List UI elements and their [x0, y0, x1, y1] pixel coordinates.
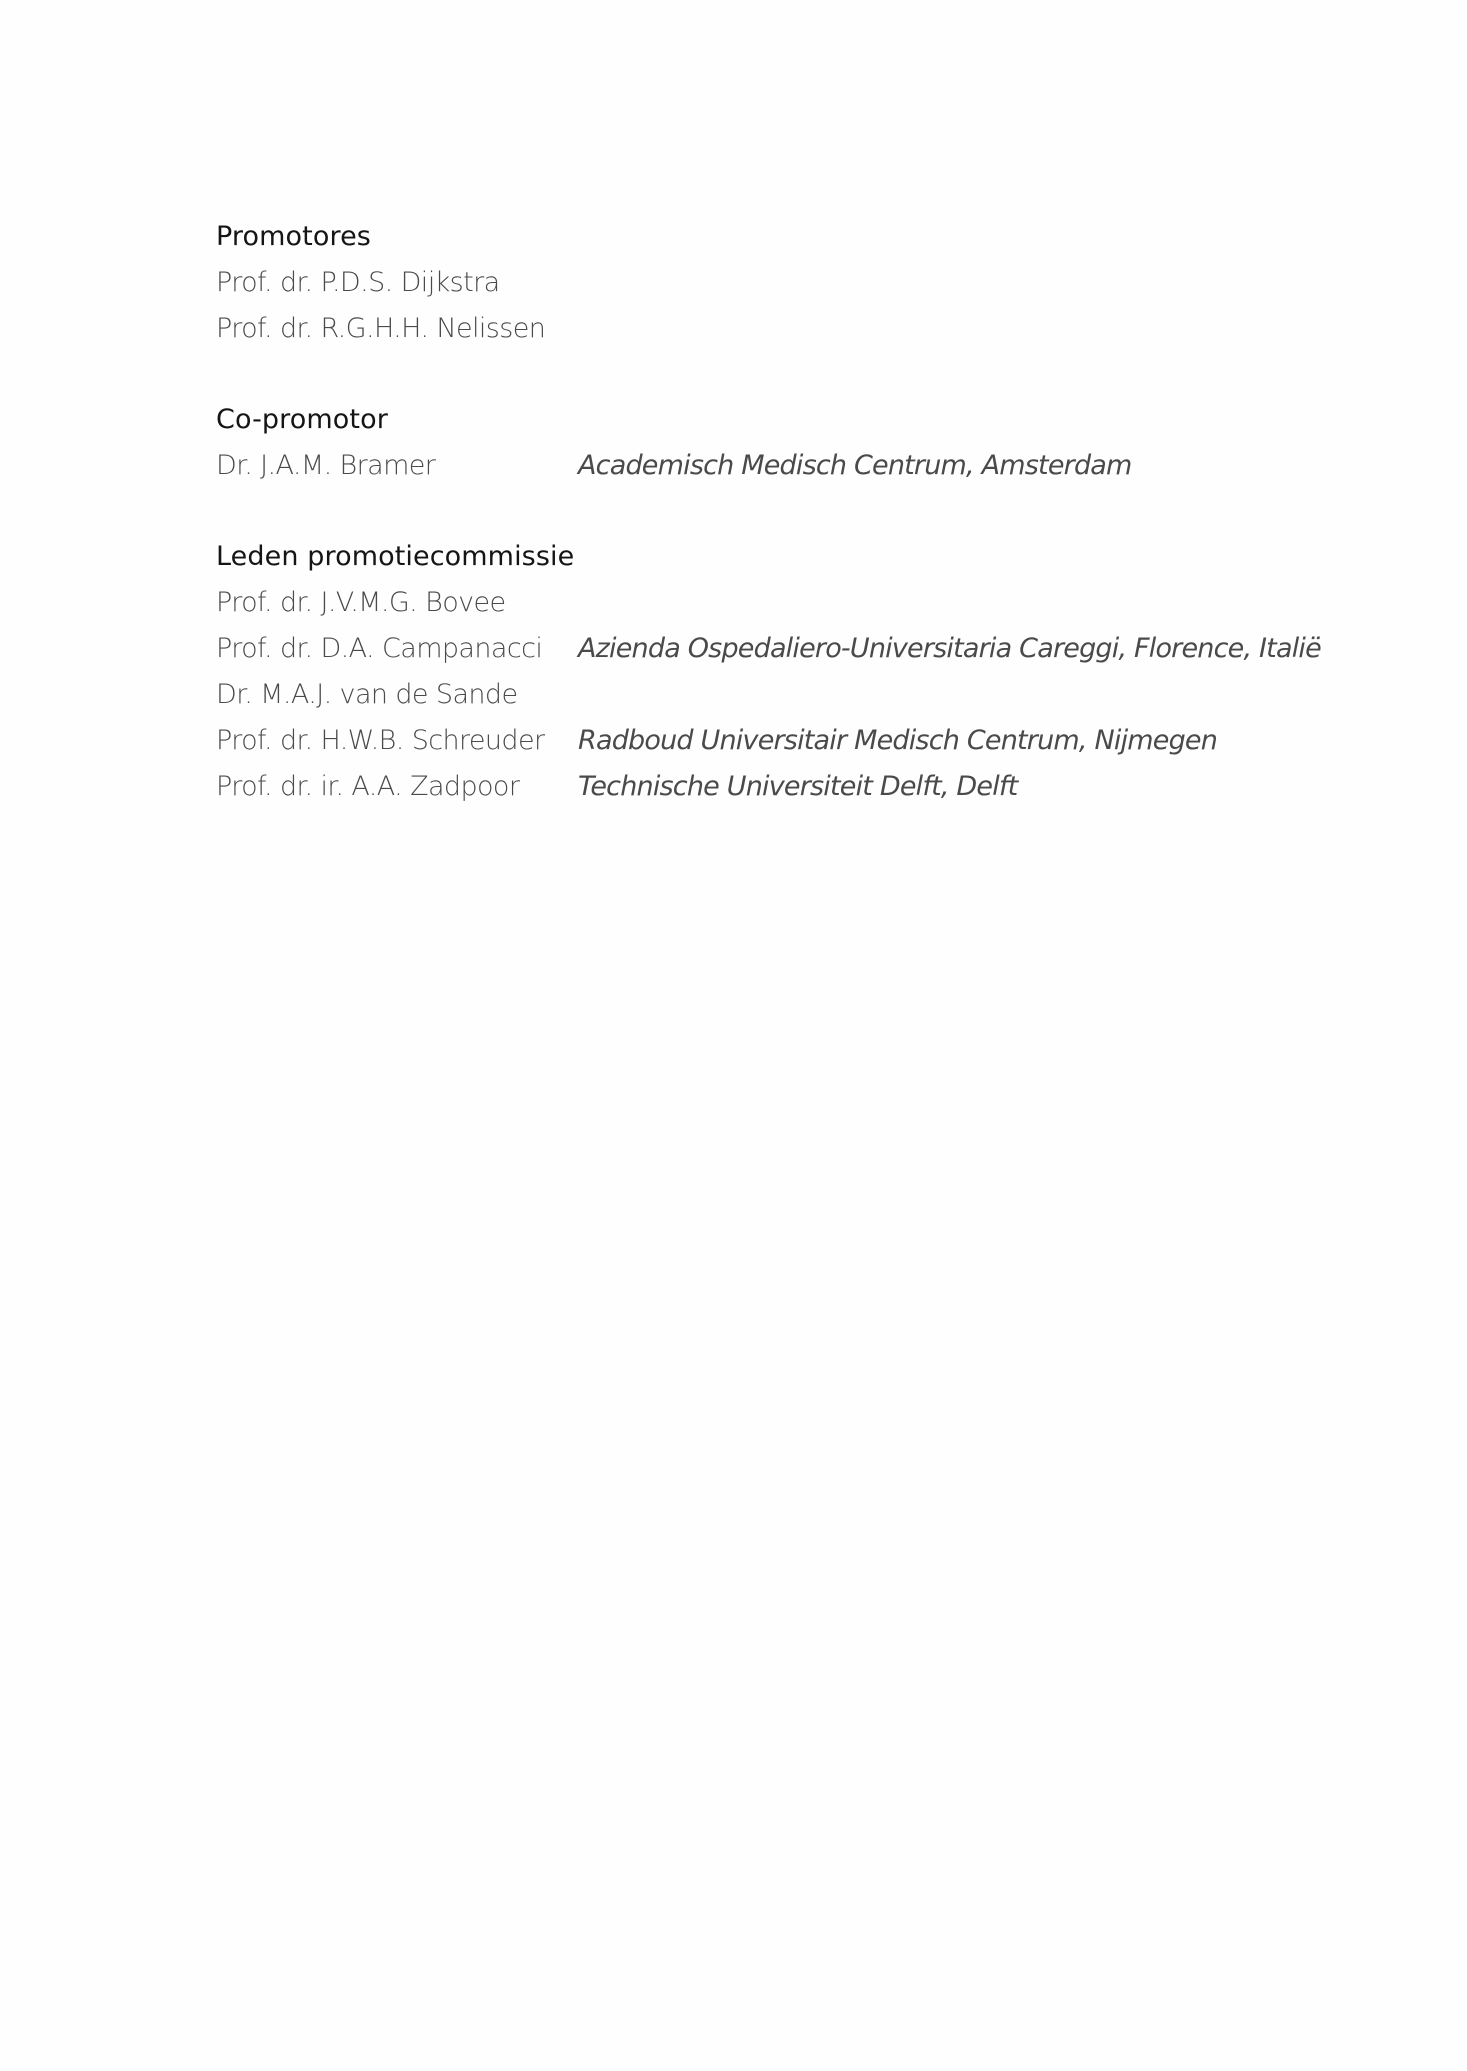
member-row	[216, 626, 1321, 672]
member-name: Prof. dr. R.G.H.H. Nelissen	[216, 313, 546, 344]
member-name: Prof. dr. H.W.B. Schreuder	[216, 725, 545, 756]
member-affiliation: Technische Universiteit Delft, Delft	[578, 771, 1018, 802]
member-affiliation: Azienda Ospedaliero-Universitaria Careggi, Florence, Italië	[578, 633, 1321, 664]
member-row	[216, 718, 1316, 764]
member-name: Prof. dr. J.V.M.G. Bovee	[216, 587, 506, 618]
member-name: Dr. M.A.J. van de Sande	[216, 679, 518, 710]
member-row	[216, 260, 1316, 306]
member-row	[216, 764, 1316, 810]
member-name: Prof. dr. P.D.S. Dijkstra	[216, 267, 500, 298]
committee-section	[216, 534, 1321, 810]
committee-page	[216, 214, 1321, 855]
member-row	[216, 580, 1316, 626]
member-row	[216, 306, 1316, 352]
committee-heading: Leden promotiecommissie	[216, 541, 575, 572]
member-name: Dr. J.A.M. Bramer	[216, 450, 436, 481]
member-name: Prof. dr. D.A. Campanacci	[216, 633, 543, 664]
member-row	[216, 672, 1316, 718]
promotores-section	[216, 214, 1316, 352]
member-row	[216, 443, 1316, 489]
promotores-heading: Promotores	[216, 221, 371, 252]
copromotor-section	[216, 397, 1316, 489]
member-name: Prof. dr. ir. A.A. Zadpoor	[216, 771, 520, 802]
member-affiliation: Radboud Universitair Medisch Centrum, Nijmegen	[578, 725, 1218, 756]
copromotor-heading: Co-promotor	[216, 404, 388, 435]
member-affiliation: Academisch Medisch Centrum, Amsterdam	[578, 450, 1132, 481]
